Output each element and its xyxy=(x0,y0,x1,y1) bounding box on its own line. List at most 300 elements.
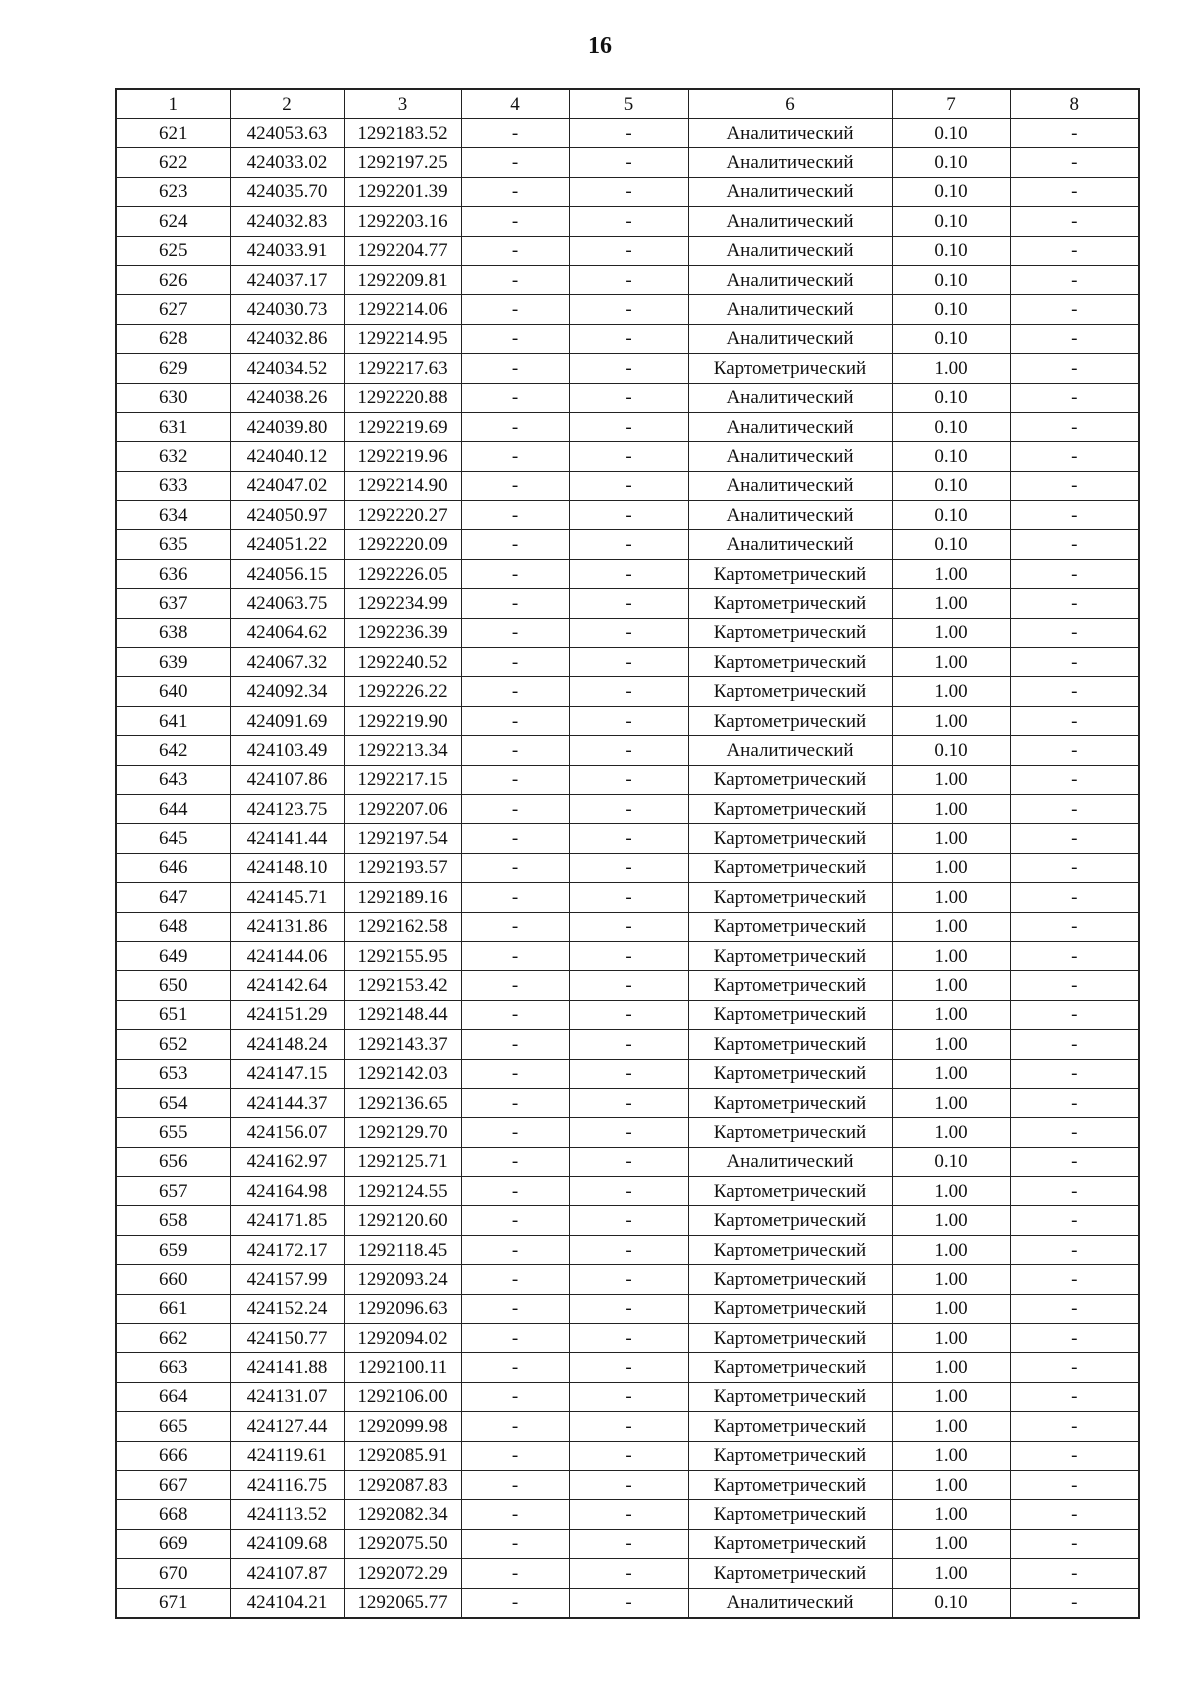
point-number-cell: 668 xyxy=(116,1500,230,1529)
column-8-cell: - xyxy=(1010,765,1139,794)
table-row xyxy=(116,207,1139,236)
x-coordinate-cell: 424050.97 xyxy=(230,501,344,530)
method-cell: Аналитический xyxy=(688,119,892,148)
point-number-cell: 637 xyxy=(116,589,230,618)
x-coordinate-cell: 424103.49 xyxy=(230,736,344,765)
y-coordinate-cell: 1292106.00 xyxy=(344,1382,461,1411)
accuracy-cell: 1.00 xyxy=(892,648,1010,677)
point-number-cell: 630 xyxy=(116,383,230,412)
method-cell: Аналитический xyxy=(688,736,892,765)
column-5-cell: - xyxy=(569,559,688,588)
x-coordinate-cell: 424039.80 xyxy=(230,412,344,441)
table-row xyxy=(116,1588,1139,1618)
table-row xyxy=(116,177,1139,206)
point-number-cell: 621 xyxy=(116,119,230,148)
accuracy-cell: 1.00 xyxy=(892,794,1010,823)
method-cell: Картометрический xyxy=(688,559,892,588)
y-coordinate-cell: 1292100.11 xyxy=(344,1353,461,1382)
point-number-cell: 648 xyxy=(116,912,230,941)
column-5-cell: - xyxy=(569,1412,688,1441)
column-5-cell: - xyxy=(569,1088,688,1117)
point-number-cell: 670 xyxy=(116,1559,230,1588)
column-4-cell: - xyxy=(461,677,569,706)
column-8-cell: - xyxy=(1010,794,1139,823)
method-cell: Картометрический xyxy=(688,1324,892,1353)
point-number-cell: 658 xyxy=(116,1206,230,1235)
accuracy-cell: 1.00 xyxy=(892,941,1010,970)
column-4-cell: - xyxy=(461,853,569,882)
x-coordinate-cell: 424030.73 xyxy=(230,295,344,324)
point-number-cell: 667 xyxy=(116,1470,230,1499)
point-number-cell: 664 xyxy=(116,1382,230,1411)
column-5-cell: - xyxy=(569,1030,688,1059)
column-4-cell: - xyxy=(461,648,569,677)
column-4-cell: - xyxy=(461,559,569,588)
column-4-cell: - xyxy=(461,1559,569,1588)
point-number-cell: 638 xyxy=(116,618,230,647)
column-5-cell: - xyxy=(569,1177,688,1206)
accuracy-cell: 0.10 xyxy=(892,1588,1010,1618)
table-row xyxy=(116,1265,1139,1294)
column-4-cell: - xyxy=(461,706,569,735)
method-cell: Картометрический xyxy=(688,618,892,647)
table-row xyxy=(116,794,1139,823)
table-row xyxy=(116,471,1139,500)
y-coordinate-cell: 1292189.16 xyxy=(344,883,461,912)
point-number-cell: 666 xyxy=(116,1441,230,1470)
table-row xyxy=(116,1441,1139,1470)
point-number-cell: 661 xyxy=(116,1294,230,1323)
x-coordinate-cell: 424104.21 xyxy=(230,1588,344,1618)
accuracy-cell: 0.10 xyxy=(892,736,1010,765)
y-coordinate-cell: 1292217.63 xyxy=(344,354,461,383)
table-row xyxy=(116,824,1139,853)
table-row xyxy=(116,1059,1139,1088)
column-4-cell: - xyxy=(461,1059,569,1088)
table-body xyxy=(116,119,1139,1618)
column-4-cell: - xyxy=(461,736,569,765)
point-number-cell: 652 xyxy=(116,1030,230,1059)
page-number: 16 xyxy=(588,33,612,59)
method-cell: Картометрический xyxy=(688,912,892,941)
table-row xyxy=(116,706,1139,735)
method-cell: Аналитический xyxy=(688,177,892,206)
x-coordinate-cell: 424064.62 xyxy=(230,618,344,647)
point-number-cell: 626 xyxy=(116,265,230,294)
column-5-cell: - xyxy=(569,501,688,530)
table-row xyxy=(116,1206,1139,1235)
x-coordinate-cell: 424142.64 xyxy=(230,971,344,1000)
point-number-cell: 650 xyxy=(116,971,230,1000)
accuracy-cell: 1.00 xyxy=(892,618,1010,647)
column-5-cell: - xyxy=(569,354,688,383)
accuracy-cell: 0.10 xyxy=(892,1147,1010,1176)
column-4-cell: - xyxy=(461,1353,569,1382)
x-coordinate-cell: 424151.29 xyxy=(230,1000,344,1029)
method-cell: Аналитический xyxy=(688,412,892,441)
point-number-cell: 671 xyxy=(116,1588,230,1618)
method-cell: Картометрический xyxy=(688,1000,892,1029)
point-number-cell: 639 xyxy=(116,648,230,677)
column-header: 3 xyxy=(344,89,461,119)
table-header-row xyxy=(116,89,1139,119)
x-coordinate-cell: 424033.91 xyxy=(230,236,344,265)
column-8-cell: - xyxy=(1010,1588,1139,1618)
table-row xyxy=(116,648,1139,677)
column-5-cell: - xyxy=(569,1441,688,1470)
method-cell: Картометрический xyxy=(688,1118,892,1147)
column-8-cell: - xyxy=(1010,1294,1139,1323)
accuracy-cell: 0.10 xyxy=(892,265,1010,294)
y-coordinate-cell: 1292155.95 xyxy=(344,941,461,970)
x-coordinate-cell: 424157.99 xyxy=(230,1265,344,1294)
y-coordinate-cell: 1292082.34 xyxy=(344,1500,461,1529)
method-cell: Картометрический xyxy=(688,883,892,912)
x-coordinate-cell: 424047.02 xyxy=(230,471,344,500)
column-4-cell: - xyxy=(461,941,569,970)
column-5-cell: - xyxy=(569,265,688,294)
y-coordinate-cell: 1292143.37 xyxy=(344,1030,461,1059)
column-5-cell: - xyxy=(569,1235,688,1264)
table-row xyxy=(116,1412,1139,1441)
method-cell: Картометрический xyxy=(688,853,892,882)
column-header: 2 xyxy=(230,89,344,119)
column-header: 1 xyxy=(116,89,230,119)
column-4-cell: - xyxy=(461,1412,569,1441)
column-8-cell: - xyxy=(1010,824,1139,853)
column-8-cell: - xyxy=(1010,1412,1139,1441)
x-coordinate-cell: 424164.98 xyxy=(230,1177,344,1206)
method-cell: Картометрический xyxy=(688,971,892,1000)
column-8-cell: - xyxy=(1010,1441,1139,1470)
column-5-cell: - xyxy=(569,589,688,618)
x-coordinate-cell: 424067.32 xyxy=(230,648,344,677)
column-4-cell: - xyxy=(461,1118,569,1147)
accuracy-cell: 1.00 xyxy=(892,1088,1010,1117)
point-number-cell: 635 xyxy=(116,530,230,559)
table-row xyxy=(116,354,1139,383)
column-4-cell: - xyxy=(461,148,569,177)
point-number-cell: 649 xyxy=(116,941,230,970)
column-8-cell: - xyxy=(1010,177,1139,206)
column-8-cell: - xyxy=(1010,265,1139,294)
accuracy-cell: 1.00 xyxy=(892,559,1010,588)
x-coordinate-cell: 424150.77 xyxy=(230,1324,344,1353)
point-number-cell: 657 xyxy=(116,1177,230,1206)
column-5-cell: - xyxy=(569,824,688,853)
accuracy-cell: 0.10 xyxy=(892,383,1010,412)
column-8-cell: - xyxy=(1010,501,1139,530)
column-8-cell: - xyxy=(1010,1382,1139,1411)
point-number-cell: 646 xyxy=(116,853,230,882)
point-number-cell: 633 xyxy=(116,471,230,500)
column-8-cell: - xyxy=(1010,1324,1139,1353)
accuracy-cell: 1.00 xyxy=(892,1294,1010,1323)
point-number-cell: 631 xyxy=(116,412,230,441)
method-cell: Картометрический xyxy=(688,941,892,970)
x-coordinate-cell: 424038.26 xyxy=(230,383,344,412)
x-coordinate-cell: 424107.86 xyxy=(230,765,344,794)
table-row xyxy=(116,265,1139,294)
y-coordinate-cell: 1292219.69 xyxy=(344,412,461,441)
column-5-cell: - xyxy=(569,706,688,735)
accuracy-cell: 1.00 xyxy=(892,1412,1010,1441)
column-8-cell: - xyxy=(1010,236,1139,265)
column-8-cell: - xyxy=(1010,1118,1139,1147)
accuracy-cell: 0.10 xyxy=(892,471,1010,500)
column-4-cell: - xyxy=(461,1177,569,1206)
y-coordinate-cell: 1292099.98 xyxy=(344,1412,461,1441)
point-number-cell: 663 xyxy=(116,1353,230,1382)
method-cell: Картометрический xyxy=(688,1470,892,1499)
y-coordinate-cell: 1292094.02 xyxy=(344,1324,461,1353)
accuracy-cell: 1.00 xyxy=(892,1030,1010,1059)
column-4-cell: - xyxy=(461,295,569,324)
method-cell: Картометрический xyxy=(688,1265,892,1294)
method-cell: Картометрический xyxy=(688,1294,892,1323)
point-number-cell: 636 xyxy=(116,559,230,588)
accuracy-cell: 0.10 xyxy=(892,501,1010,530)
table-row xyxy=(116,236,1139,265)
y-coordinate-cell: 1292203.16 xyxy=(344,207,461,236)
table-row xyxy=(116,971,1139,1000)
table-row xyxy=(116,1030,1139,1059)
column-5-cell: - xyxy=(569,912,688,941)
y-coordinate-cell: 1292226.22 xyxy=(344,677,461,706)
column-5-cell: - xyxy=(569,883,688,912)
column-4-cell: - xyxy=(461,1000,569,1029)
column-8-cell: - xyxy=(1010,1353,1139,1382)
y-coordinate-cell: 1292207.06 xyxy=(344,794,461,823)
method-cell: Аналитический xyxy=(688,236,892,265)
y-coordinate-cell: 1292217.15 xyxy=(344,765,461,794)
table-row xyxy=(116,530,1139,559)
table-row xyxy=(116,559,1139,588)
y-coordinate-cell: 1292093.24 xyxy=(344,1265,461,1294)
method-cell: Аналитический xyxy=(688,207,892,236)
table-row xyxy=(116,1559,1139,1588)
method-cell: Аналитический xyxy=(688,383,892,412)
table-row xyxy=(116,1235,1139,1264)
column-8-cell: - xyxy=(1010,1559,1139,1588)
accuracy-cell: 1.00 xyxy=(892,1059,1010,1088)
column-4-cell: - xyxy=(461,501,569,530)
accuracy-cell: 1.00 xyxy=(892,1206,1010,1235)
column-5-cell: - xyxy=(569,207,688,236)
table-row xyxy=(116,1353,1139,1382)
column-5-cell: - xyxy=(569,1353,688,1382)
method-cell: Аналитический xyxy=(688,442,892,471)
y-coordinate-cell: 1292214.06 xyxy=(344,295,461,324)
column-5-cell: - xyxy=(569,1559,688,1588)
column-4-cell: - xyxy=(461,1265,569,1294)
column-4-cell: - xyxy=(461,324,569,353)
y-coordinate-cell: 1292075.50 xyxy=(344,1529,461,1558)
accuracy-cell: 1.00 xyxy=(892,971,1010,1000)
column-header: 7 xyxy=(892,89,1010,119)
y-coordinate-cell: 1292096.63 xyxy=(344,1294,461,1323)
table-row xyxy=(116,412,1139,441)
column-5-cell: - xyxy=(569,1000,688,1029)
column-5-cell: - xyxy=(569,324,688,353)
column-5-cell: - xyxy=(569,412,688,441)
column-4-cell: - xyxy=(461,1235,569,1264)
point-number-cell: 659 xyxy=(116,1235,230,1264)
column-header: 5 xyxy=(569,89,688,119)
method-cell: Картометрический xyxy=(688,824,892,853)
x-coordinate-cell: 424037.17 xyxy=(230,265,344,294)
point-number-cell: 660 xyxy=(116,1265,230,1294)
y-coordinate-cell: 1292209.81 xyxy=(344,265,461,294)
column-8-cell: - xyxy=(1010,383,1139,412)
column-8-cell: - xyxy=(1010,471,1139,500)
column-4-cell: - xyxy=(461,1441,569,1470)
accuracy-cell: 0.10 xyxy=(892,119,1010,148)
accuracy-cell: 1.00 xyxy=(892,1470,1010,1499)
point-number-cell: 632 xyxy=(116,442,230,471)
x-coordinate-cell: 424032.83 xyxy=(230,207,344,236)
y-coordinate-cell: 1292236.39 xyxy=(344,618,461,647)
table-row xyxy=(116,912,1139,941)
column-4-cell: - xyxy=(461,1470,569,1499)
table-row xyxy=(116,765,1139,794)
column-5-cell: - xyxy=(569,177,688,206)
method-cell: Картометрический xyxy=(688,1382,892,1411)
method-cell: Аналитический xyxy=(688,1147,892,1176)
point-number-cell: 623 xyxy=(116,177,230,206)
method-cell: Картометрический xyxy=(688,1030,892,1059)
column-5-cell: - xyxy=(569,853,688,882)
method-cell: Картометрический xyxy=(688,794,892,823)
column-5-cell: - xyxy=(569,1588,688,1618)
y-coordinate-cell: 1292219.90 xyxy=(344,706,461,735)
column-8-cell: - xyxy=(1010,148,1139,177)
column-4-cell: - xyxy=(461,1088,569,1117)
accuracy-cell: 1.00 xyxy=(892,1235,1010,1264)
column-5-cell: - xyxy=(569,1059,688,1088)
column-8-cell: - xyxy=(1010,1059,1139,1088)
method-cell: Картометрический xyxy=(688,648,892,677)
method-cell: Картометрический xyxy=(688,354,892,383)
table-row xyxy=(116,853,1139,882)
accuracy-cell: 0.10 xyxy=(892,324,1010,353)
y-coordinate-cell: 1292129.70 xyxy=(344,1118,461,1147)
table-row xyxy=(116,1324,1139,1353)
method-cell: Картометрический xyxy=(688,589,892,618)
column-8-cell: - xyxy=(1010,1088,1139,1117)
y-coordinate-cell: 1292125.71 xyxy=(344,1147,461,1176)
column-8-cell: - xyxy=(1010,1500,1139,1529)
y-coordinate-cell: 1292148.44 xyxy=(344,1000,461,1029)
column-8-cell: - xyxy=(1010,912,1139,941)
point-number-cell: 622 xyxy=(116,148,230,177)
y-coordinate-cell: 1292220.88 xyxy=(344,383,461,412)
column-4-cell: - xyxy=(461,236,569,265)
point-number-cell: 653 xyxy=(116,1059,230,1088)
column-4-cell: - xyxy=(461,824,569,853)
column-5-cell: - xyxy=(569,471,688,500)
column-8-cell: - xyxy=(1010,207,1139,236)
column-5-cell: - xyxy=(569,119,688,148)
column-8-cell: - xyxy=(1010,295,1139,324)
column-5-cell: - xyxy=(569,530,688,559)
column-4-cell: - xyxy=(461,1382,569,1411)
point-number-cell: 647 xyxy=(116,883,230,912)
column-8-cell: - xyxy=(1010,677,1139,706)
y-coordinate-cell: 1292197.25 xyxy=(344,148,461,177)
method-cell: Аналитический xyxy=(688,1588,892,1618)
accuracy-cell: 0.10 xyxy=(892,207,1010,236)
x-coordinate-cell: 424119.61 xyxy=(230,1441,344,1470)
column-5-cell: - xyxy=(569,148,688,177)
column-8-cell: - xyxy=(1010,1265,1139,1294)
y-coordinate-cell: 1292153.42 xyxy=(344,971,461,1000)
x-coordinate-cell: 424127.44 xyxy=(230,1412,344,1441)
x-coordinate-cell: 424162.97 xyxy=(230,1147,344,1176)
column-4-cell: - xyxy=(461,1500,569,1529)
accuracy-cell: 1.00 xyxy=(892,1177,1010,1206)
method-cell: Аналитический xyxy=(688,265,892,294)
coordinates-table xyxy=(115,88,1140,1619)
column-5-cell: - xyxy=(569,971,688,1000)
column-8-cell: - xyxy=(1010,354,1139,383)
column-8-cell: - xyxy=(1010,1206,1139,1235)
point-number-cell: 645 xyxy=(116,824,230,853)
table-row xyxy=(116,883,1139,912)
method-cell: Аналитический xyxy=(688,530,892,559)
point-number-cell: 640 xyxy=(116,677,230,706)
x-coordinate-cell: 424131.86 xyxy=(230,912,344,941)
accuracy-cell: 1.00 xyxy=(892,1529,1010,1558)
accuracy-cell: 0.10 xyxy=(892,148,1010,177)
accuracy-cell: 0.10 xyxy=(892,295,1010,324)
method-cell: Картометрический xyxy=(688,1177,892,1206)
point-number-cell: 654 xyxy=(116,1088,230,1117)
point-number-cell: 628 xyxy=(116,324,230,353)
column-4-cell: - xyxy=(461,442,569,471)
x-coordinate-cell: 424123.75 xyxy=(230,794,344,823)
column-5-cell: - xyxy=(569,648,688,677)
x-coordinate-cell: 424035.70 xyxy=(230,177,344,206)
accuracy-cell: 1.00 xyxy=(892,1559,1010,1588)
x-coordinate-cell: 424051.22 xyxy=(230,530,344,559)
table-row xyxy=(116,1000,1139,1029)
method-cell: Картометрический xyxy=(688,677,892,706)
y-coordinate-cell: 1292213.34 xyxy=(344,736,461,765)
accuracy-cell: 1.00 xyxy=(892,1382,1010,1411)
accuracy-cell: 0.10 xyxy=(892,530,1010,559)
column-header: 8 xyxy=(1010,89,1139,119)
table-row xyxy=(116,324,1139,353)
accuracy-cell: 1.00 xyxy=(892,589,1010,618)
point-number-cell: 641 xyxy=(116,706,230,735)
column-5-cell: - xyxy=(569,1265,688,1294)
column-4-cell: - xyxy=(461,765,569,794)
y-coordinate-cell: 1292065.77 xyxy=(344,1588,461,1618)
column-5-cell: - xyxy=(569,618,688,647)
y-coordinate-cell: 1292072.29 xyxy=(344,1559,461,1588)
method-cell: Картометрический xyxy=(688,765,892,794)
x-coordinate-cell: 424144.37 xyxy=(230,1088,344,1117)
x-coordinate-cell: 424091.69 xyxy=(230,706,344,735)
column-5-cell: - xyxy=(569,1324,688,1353)
y-coordinate-cell: 1292220.27 xyxy=(344,501,461,530)
table-row xyxy=(116,501,1139,530)
column-8-cell: - xyxy=(1010,648,1139,677)
column-8-cell: - xyxy=(1010,853,1139,882)
column-5-cell: - xyxy=(569,1206,688,1235)
table-row xyxy=(116,1294,1139,1323)
